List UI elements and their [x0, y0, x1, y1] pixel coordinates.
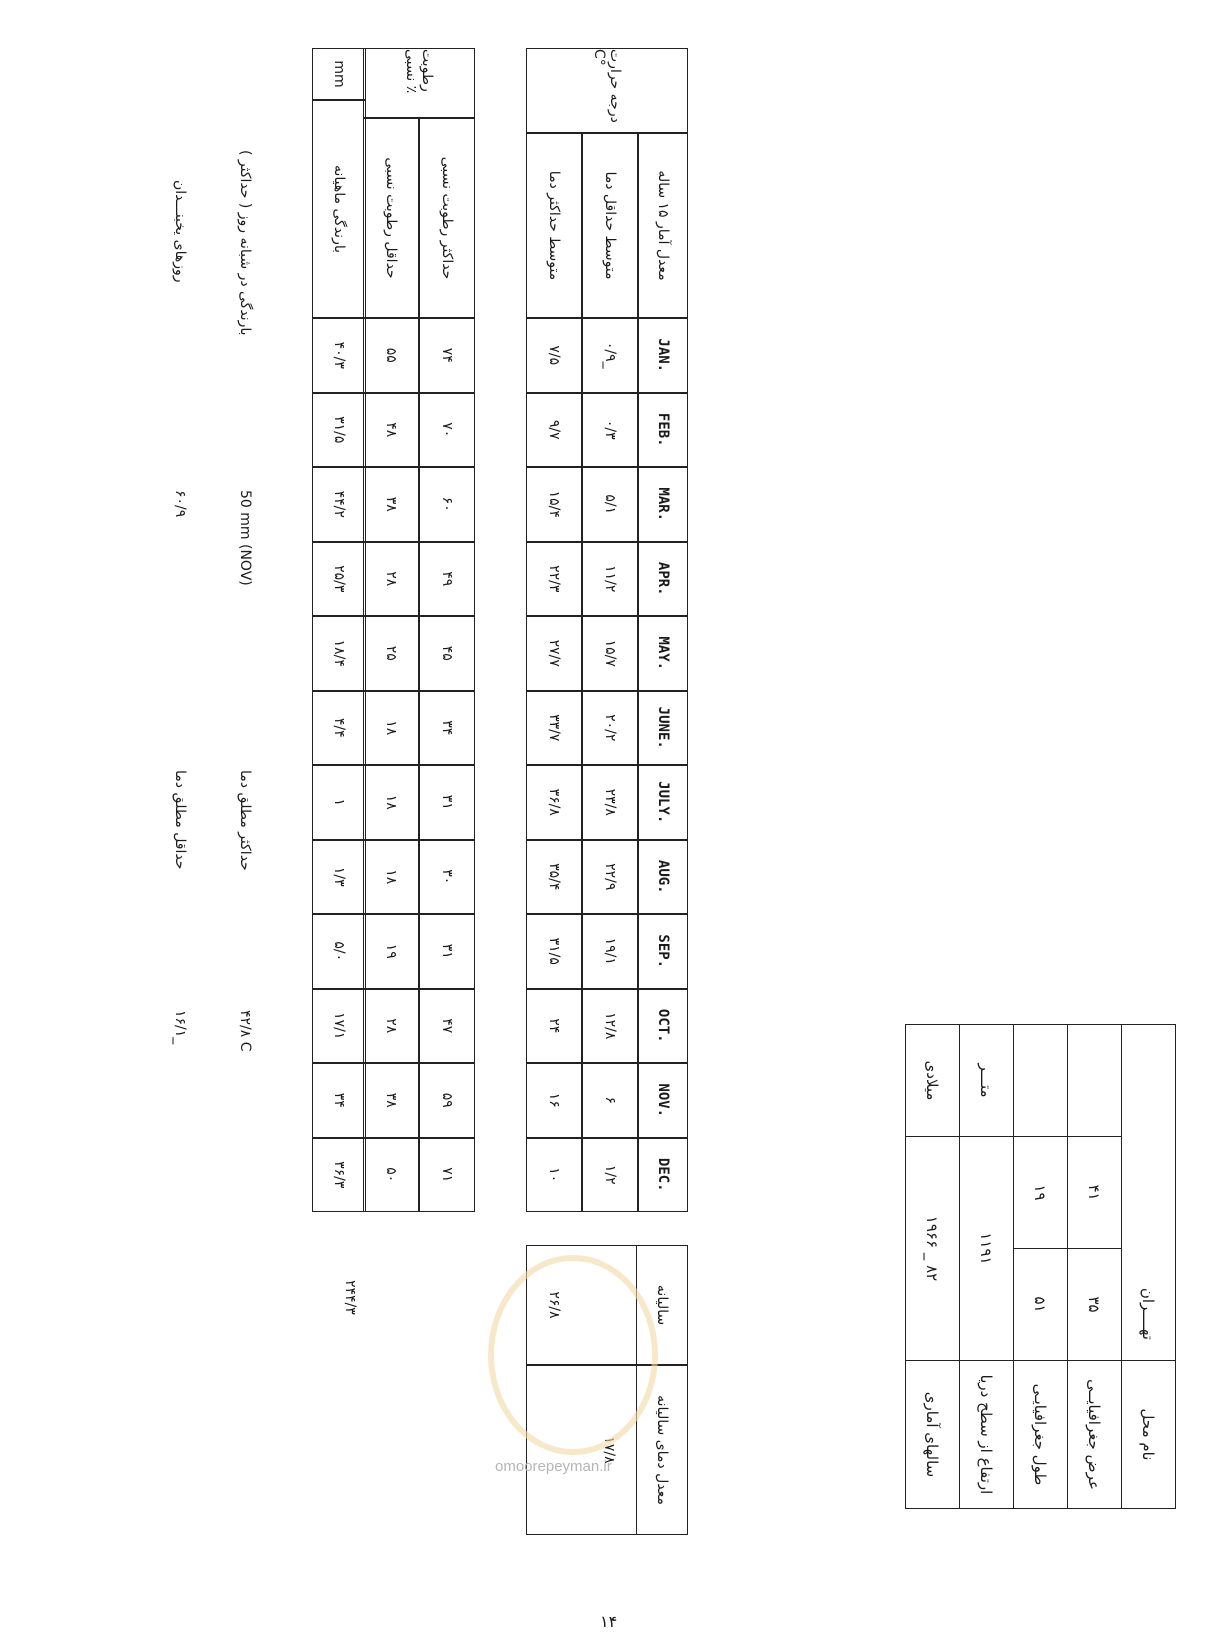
- min-temp-cell: ۶: [582, 1063, 638, 1138]
- max-hum-cell: ۶۰: [419, 467, 475, 542]
- rain-cell: ۱/۳: [312, 840, 366, 915]
- max-temp-label: متوسط حداکثر دما: [526, 133, 582, 318]
- max-temp-cell: ۲۷/۷: [526, 616, 582, 691]
- min-hum-cell: ۵۰: [363, 1138, 419, 1213]
- rain-cell: ۳۱/۵: [312, 393, 366, 468]
- latitude-label: عرض جغرافیایــی: [1068, 1361, 1122, 1509]
- min-hum-cell: ۱۸: [363, 765, 419, 840]
- location-row-alt: [960, 1025, 1014, 1509]
- altitude-value: ۱۱۹۱: [960, 1137, 1014, 1361]
- min-temp-cell: ۱۱/۲: [582, 542, 638, 617]
- max-hum-cell: ۵۹: [419, 1063, 475, 1138]
- years-label: سالهای آماری: [906, 1361, 960, 1509]
- max-temp-cell: ۷/۵: [526, 318, 582, 393]
- max-hum-cell: ۷۴: [419, 318, 475, 393]
- rain-cell: ۱۸/۴: [312, 616, 366, 691]
- altitude-unit: متـــر: [960, 1025, 1014, 1137]
- longitude-minutes: ۱۹: [1014, 1137, 1068, 1249]
- max-temp-cell: ۱۵/۴: [526, 467, 582, 542]
- max-hum-cell: ۳۴: [419, 691, 475, 766]
- rain-cell: ۳۶/۳: [312, 1138, 366, 1213]
- rain-cell: ۴۰/۳: [312, 318, 366, 393]
- max-temp-cell: ۱۰: [526, 1138, 582, 1213]
- max-temp-cell: ۳۳/۷: [526, 691, 582, 766]
- min-temp-cell: ۲۲/۹: [582, 840, 638, 915]
- location-row-lat: [1068, 1025, 1122, 1509]
- max-temp-cell: ۹/۷: [526, 393, 582, 468]
- latitude-minutes: ۴۱: [1068, 1137, 1122, 1249]
- abs-max-label: حداکثر مطلق دما: [237, 770, 253, 871]
- month-header: JULY.: [638, 765, 688, 840]
- watermark-text: omoorepeyman.ir: [495, 1458, 612, 1475]
- years-unit: میلادی: [906, 1025, 960, 1137]
- longitude-label: طول جغرافیایـی: [1014, 1361, 1068, 1509]
- location-row-name: [1122, 1025, 1176, 1509]
- min-hum-cell: ۲۸: [363, 542, 419, 617]
- month-header: AUG.: [638, 840, 688, 915]
- month-header: DEC.: [638, 1138, 688, 1213]
- month-header: JAN.: [638, 318, 688, 393]
- rain-label: بارندگی ماهیانه: [312, 100, 366, 318]
- rain-day-label: بارندگی در شبانه روز ( حداکثر ): [237, 150, 253, 336]
- location-name-label: نام محل: [1122, 1361, 1176, 1509]
- longitude-degrees: ۵۱: [1014, 1249, 1068, 1361]
- min-temp-cell: ۱/۲: [582, 1138, 638, 1213]
- rain-cell: ۲۵/۳: [312, 542, 366, 617]
- min-hum-cell: ۱۸: [363, 691, 419, 766]
- stats-header: معدل آمار ۱۵ ساله: [638, 133, 688, 318]
- max-hum-cell: ۴۹: [419, 542, 475, 617]
- min-temp-cell: ۱۲/۸: [582, 989, 638, 1064]
- temp-group-label: درجه حرارت C°: [526, 48, 688, 133]
- max-temp-cell: ۳۵/۴: [526, 840, 582, 915]
- rain-unit: mm: [312, 48, 366, 100]
- frost-label: روزهای یخبنـــدان: [172, 180, 188, 283]
- min-hum-label: حداقل رطوبت نسبی: [363, 118, 419, 318]
- annual-mean-value: ۱۷/۸: [601, 1436, 617, 1464]
- location-name-value: تهــــران: [1122, 1025, 1176, 1361]
- abs-min-value: ۱۶/۱_: [172, 1010, 188, 1045]
- max-hum-label: حداکثر رطوبت نسبی: [419, 118, 475, 318]
- max-hum-cell: ۳۱: [419, 765, 475, 840]
- min-hum-cell: ۵۵: [363, 318, 419, 393]
- min-hum-cell: ۴۸: [363, 393, 419, 468]
- rain-cell: ۱۷/۱: [312, 989, 366, 1064]
- rain-cell: ۳۴: [312, 1063, 366, 1138]
- max-hum-cell: ۴۷: [419, 989, 475, 1064]
- rain-cell: ۱: [312, 765, 366, 840]
- altitude-label: ارتفاع از سطح دریا: [960, 1361, 1014, 1509]
- latitude-degrees: ۳۵: [1068, 1249, 1122, 1361]
- location-row-lon: [1014, 1025, 1068, 1509]
- max-temp-cell: ۲۲/۳: [526, 542, 582, 617]
- hum-group-label: رطوبت نسبی ٪: [363, 48, 475, 118]
- min-temp-cell: ۱۵/۷: [582, 616, 638, 691]
- min-hum-cell: ۳۸: [363, 1063, 419, 1138]
- max-temp-cell: ۳۶/۸: [526, 765, 582, 840]
- max-temp-cell: ۲۴: [526, 989, 582, 1064]
- rain-cell: ۴/۴: [312, 691, 366, 766]
- min-hum-cell: ۳۸: [363, 467, 419, 542]
- min-hum-cell: ۲۵: [363, 616, 419, 691]
- month-header: APR.: [638, 542, 688, 617]
- annual-rain: ۲۴۴/۳: [342, 1280, 358, 1315]
- max-temp-cell: ۱۶: [526, 1063, 582, 1138]
- min-hum-cell: ۲۸: [363, 989, 419, 1064]
- years-value: ۸۲ _ ۱۹۶۶: [906, 1137, 960, 1361]
- min-hum-cell: ۱۸: [363, 840, 419, 915]
- location-row-years: [906, 1025, 960, 1509]
- min-hum-cell: ۱۹: [363, 914, 419, 989]
- rain-day-value: 50 mm (NOV): [237, 490, 253, 586]
- annual-label: سالیانه: [636, 1246, 687, 1364]
- month-header: NOV.: [638, 1063, 688, 1138]
- month-header: JUNE.: [638, 691, 688, 766]
- page-number: ۱۴: [600, 1612, 618, 1631]
- min-temp-cell: ۲۳/۸: [582, 765, 638, 840]
- latitude-unit: [1068, 1025, 1122, 1137]
- longitude-unit: [1014, 1025, 1068, 1137]
- max-hum-cell: ۴۵: [419, 616, 475, 691]
- month-header: MAR.: [638, 467, 688, 542]
- frost-value: ۶۰/۹: [172, 490, 188, 518]
- abs-max-value: ۴۲/۸ C: [237, 1010, 253, 1052]
- rain-cell: ۴۴/۲: [312, 467, 366, 542]
- month-header: SEP.: [638, 914, 688, 989]
- min-temp-label: متوسط حداقل دما: [582, 133, 638, 318]
- rain-cell: ۵/۰: [312, 914, 366, 989]
- max-temp-cell: ۳۱/۵: [526, 914, 582, 989]
- annual-mean-label: معدل دمای سالیانه: [636, 1366, 687, 1534]
- location-table: [905, 1024, 1176, 1509]
- min-temp-cell: ۲۰/۲: [582, 691, 638, 766]
- min-temp-cell: ۰/۳: [582, 393, 638, 468]
- month-header: OCT.: [638, 989, 688, 1064]
- max-hum-cell: ۳۱: [419, 914, 475, 989]
- annual-max-temp: ۲۶/۸: [546, 1291, 562, 1319]
- month-header: MAY.: [638, 616, 688, 691]
- abs-min-label: حداقل مطلق دما: [172, 770, 188, 870]
- max-hum-cell: ۷۰: [419, 393, 475, 468]
- min-temp-cell: ۰/۹_: [582, 318, 638, 393]
- min-temp-cell: ۵/۱: [582, 467, 638, 542]
- max-hum-cell: ۳۰: [419, 840, 475, 915]
- min-temp-cell: ۱۹/۱: [582, 914, 638, 989]
- month-header: FEB.: [638, 393, 688, 468]
- watermark-logo-icon: [488, 1255, 658, 1455]
- max-hum-cell: ۷۱: [419, 1138, 475, 1213]
